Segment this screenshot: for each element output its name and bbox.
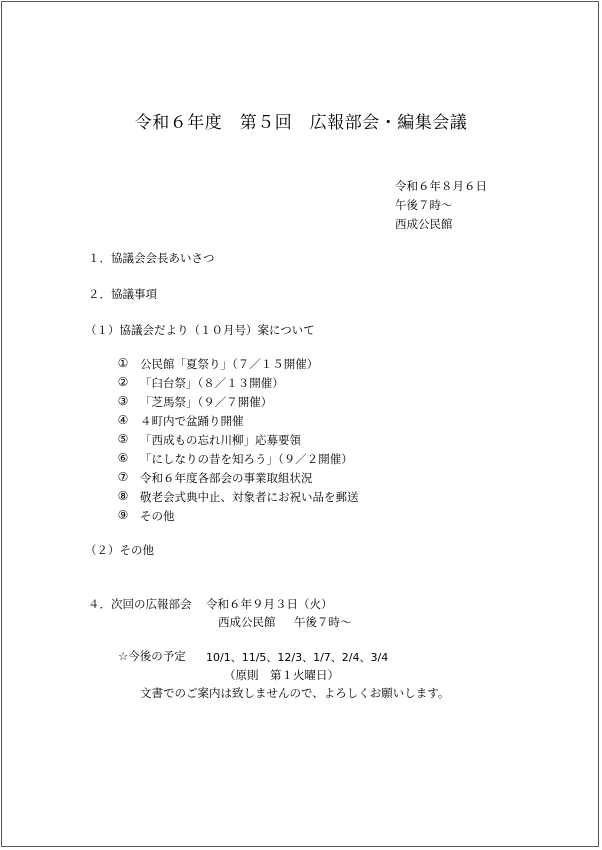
- document-title: 令和６年度 第５回 広報部会・編集会議: [134, 113, 468, 133]
- item-number: ⑥: [117, 451, 129, 465]
- item-number: ②: [117, 375, 129, 389]
- item-number: ⑦: [117, 470, 129, 484]
- list-item: [0, 508, 602, 528]
- list-item: [0, 451, 602, 471]
- next-meeting-date: 令和６年９月３日（火）: [206, 597, 333, 611]
- section-agenda: ２．協議事項: [88, 287, 157, 301]
- item-number: ⑤: [117, 432, 129, 446]
- notice-text: 文書でのご案内は致しませんので、よろしくお願いします。: [140, 686, 450, 700]
- meeting-time: 午後７時～: [395, 198, 453, 212]
- item-text: ４町内で盆踊り開催: [140, 414, 244, 428]
- list-item: [0, 489, 602, 509]
- list-item: [0, 394, 602, 414]
- item-text: その他: [140, 509, 175, 523]
- list-item: [0, 356, 602, 376]
- item-number: ⑨: [117, 508, 129, 522]
- item-number: ④: [117, 413, 129, 427]
- list-item: [0, 432, 602, 452]
- schedule-dates: 10/1、11/5、12/3、1/7、2/4、3/4: [206, 651, 389, 664]
- meeting-date: 令和６年８月６日: [395, 179, 487, 193]
- item-text: 敬老会式典中止、対象者にお祝い品を郵送: [140, 490, 359, 504]
- next-meeting-place: 西成公民館: [218, 615, 276, 629]
- item-text: 「芝馬祭」（９／７開催）: [140, 395, 273, 409]
- section-greeting: １．協議会会長あいさつ: [88, 251, 215, 265]
- item-text: 「にしなりの昔を知ろう」（９／２開催）: [140, 452, 353, 466]
- item-text: 公民館「夏祭り」（７／１５開催）: [140, 357, 319, 371]
- schedule-rule: （原則 第１火曜日）: [224, 668, 339, 682]
- meeting-place: 西成公民館: [395, 217, 453, 231]
- next-meeting-time: 午後７時～: [294, 615, 352, 629]
- item-text: 「臼台祭」（８／１３開催）: [140, 376, 284, 390]
- list-item: [0, 375, 602, 395]
- schedule-label: ☆今後の予定: [118, 649, 186, 663]
- subsection-newsletter: （１）協議会だより（１０月号）案について: [85, 323, 315, 337]
- list-item: [0, 470, 602, 490]
- subsection-other: （２）その他: [85, 543, 154, 557]
- next-meeting-label: ４．次回の広報部会: [88, 597, 192, 611]
- list-item: [0, 413, 602, 433]
- item-text: 「西成もの忘れ川柳」応募要領: [140, 433, 301, 447]
- item-number: ③: [117, 394, 129, 408]
- item-number: ①: [117, 356, 129, 370]
- item-number: ⑧: [117, 489, 129, 503]
- item-text: 令和６年度各部会の事業取組状況: [140, 471, 313, 485]
